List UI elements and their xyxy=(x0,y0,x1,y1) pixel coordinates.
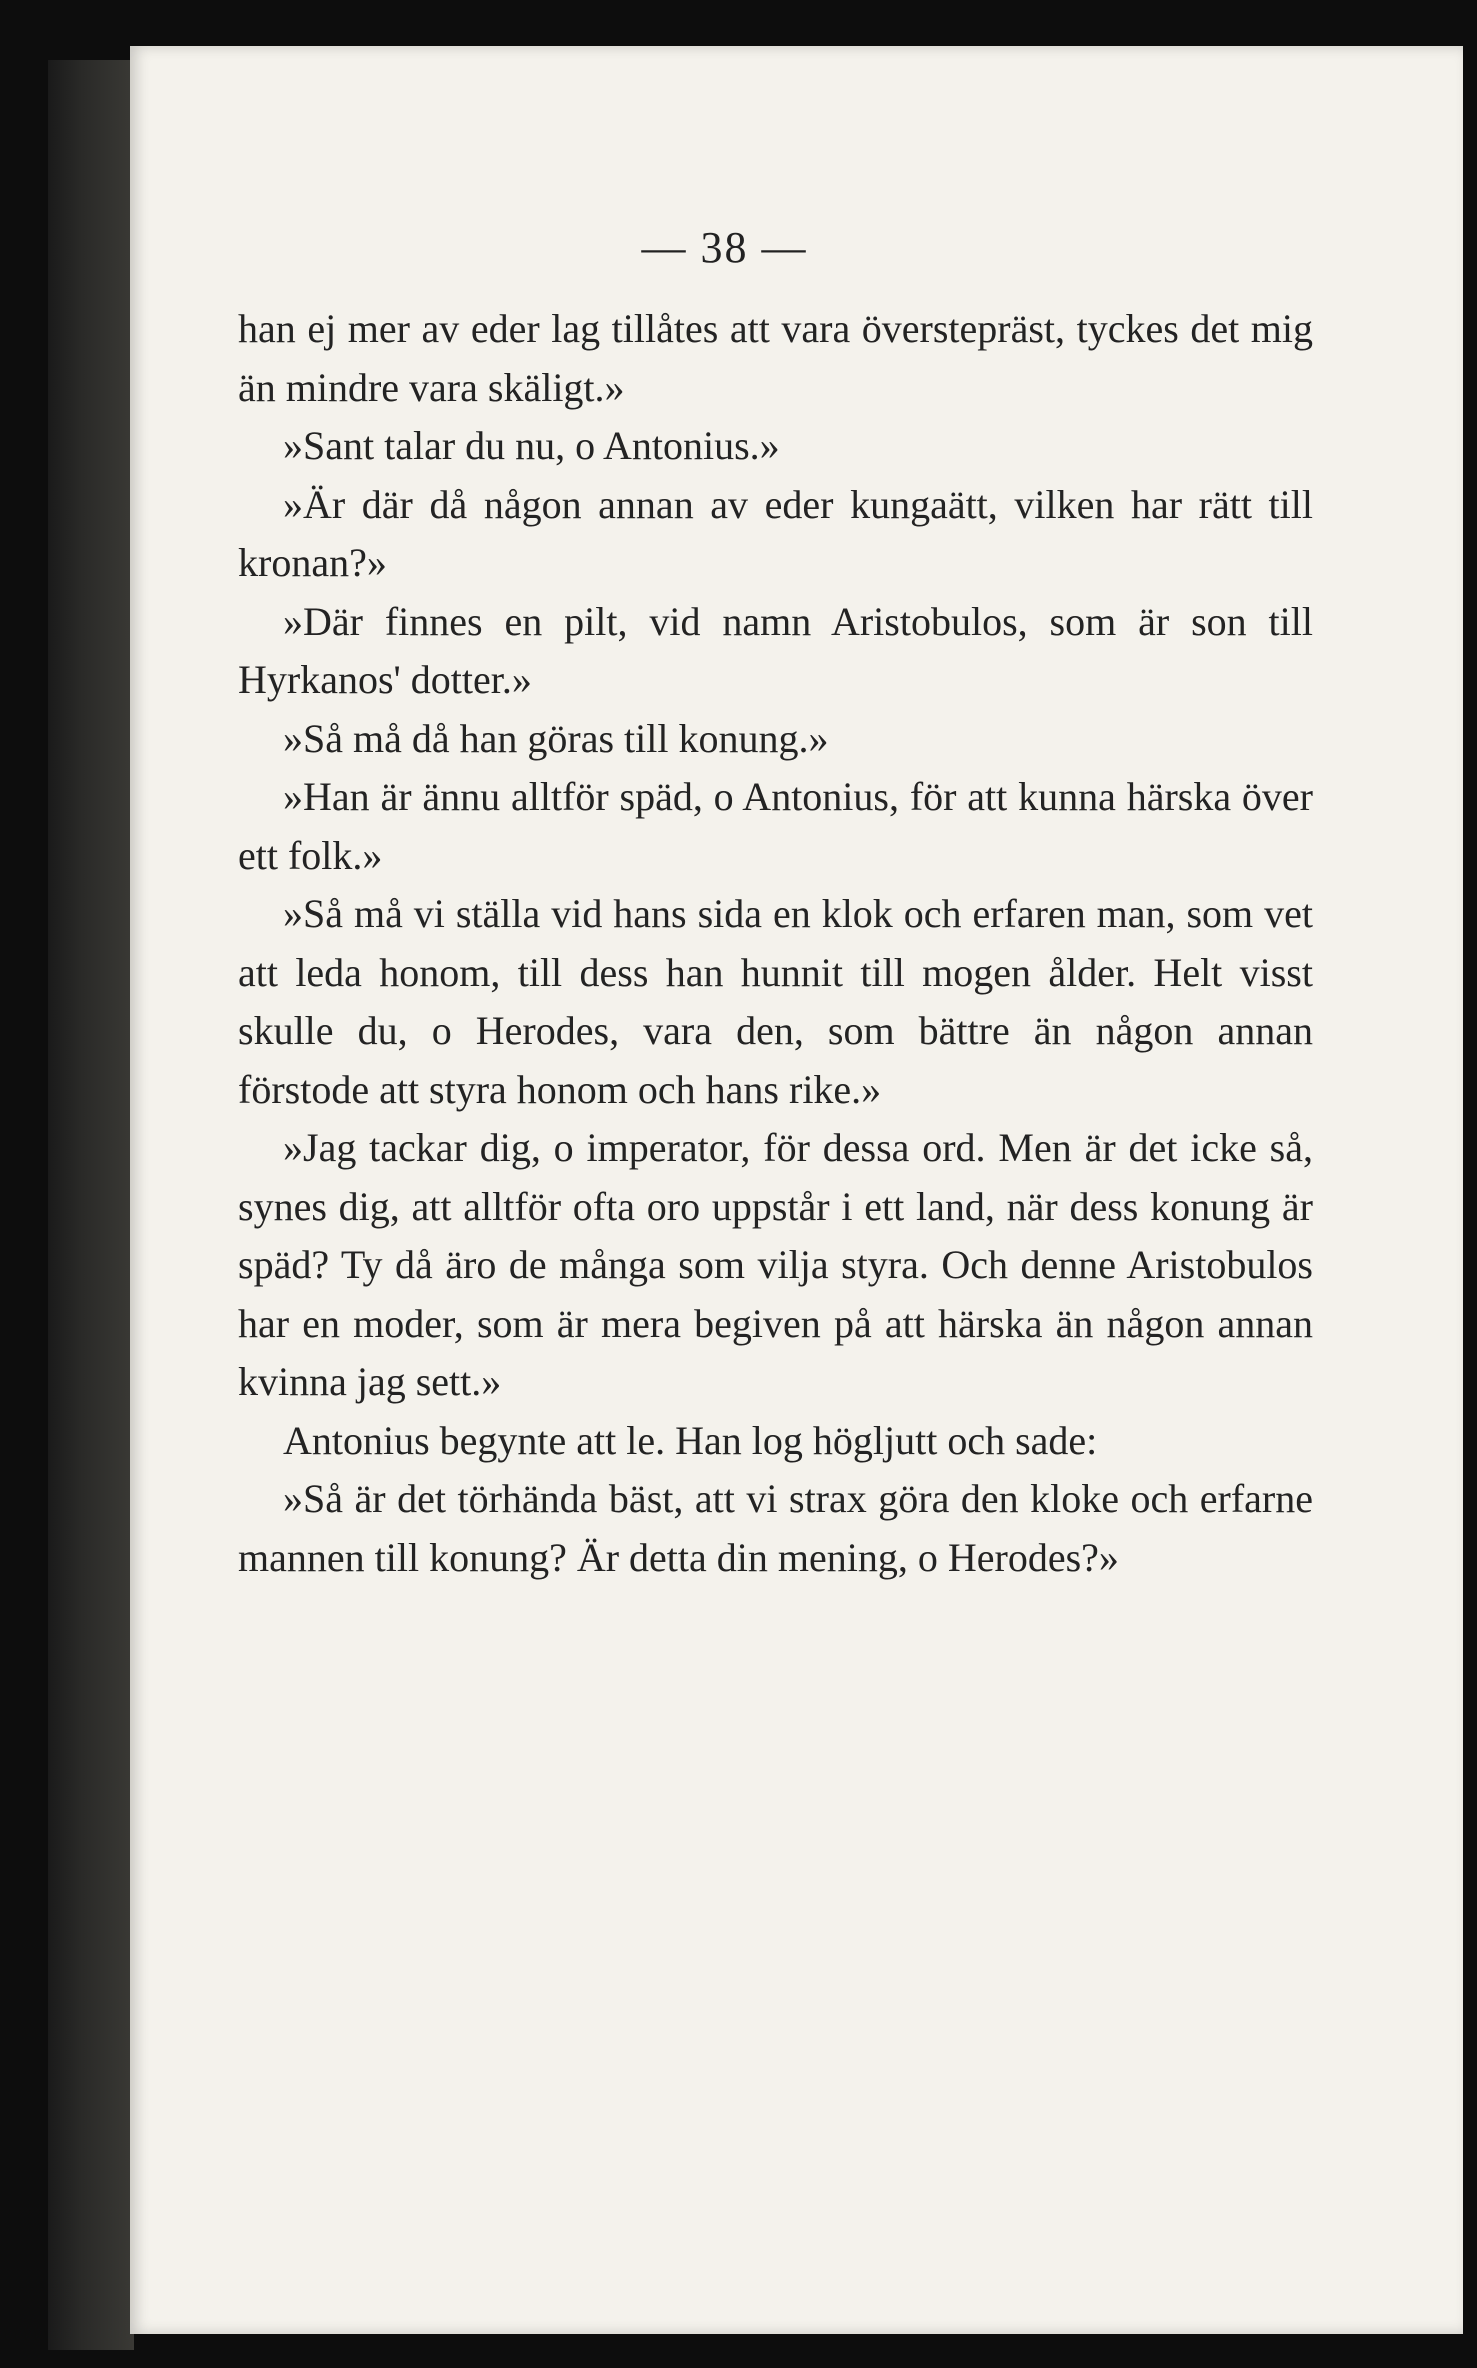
body-text xyxy=(238,300,1313,1587)
paragraph: han ej mer av eder lag tillåtes att vara överstepräst, tyckes det mig än mindre vara skäligt.» xyxy=(238,306,1313,410)
paragraph: »Där finnes en pilt, vid namn Aristobulos, som är son till Hyrkanos' dotter.» xyxy=(238,598,1313,702)
paragraph: »Är där då någon annan av eder kungaätt, vilken har rätt till kronan?» xyxy=(238,481,1313,585)
paragraph: »Jag tackar dig, o imperator, för dessa ord. Men är det icke så, synes dig, att alltför ofta oro uppstår i ett land, när dess konung är späd? Ty då äro de många som vilja styra. Och denne Aristobulos har en moder, som är mera begiven på att härska än någon annan kvinna jag sett.» xyxy=(238,1125,1313,1404)
paragraph: »Han är ännu alltför späd, o Antonius, för att kunna härska över ett folk.» xyxy=(238,774,1313,878)
paragraph: »Så må vi ställa vid hans sida en klok och erfaren man, som vet att leda honom, till dess han hunnit till mogen ålder. Helt visst skulle du, o Herodes, vara den, som bättre än någon annan förstode att styra honom och hans rike.» xyxy=(238,891,1313,1112)
page-number: — 38 — xyxy=(641,223,808,272)
paragraph: »Så må då han göras till konung.» xyxy=(283,715,829,761)
paragraph: »Sant talar du nu, o Antonius.» xyxy=(283,423,780,468)
book-spine-shadow xyxy=(48,60,134,2350)
paragraph: Antonius begynte att le. Han log högljutt och sade: xyxy=(283,1417,1098,1463)
paragraph: »Så är det törhända bäst, att vi strax göra den kloke och erfarne mannen till konung? Är detta din mening, o Herodes?» xyxy=(238,1476,1313,1580)
